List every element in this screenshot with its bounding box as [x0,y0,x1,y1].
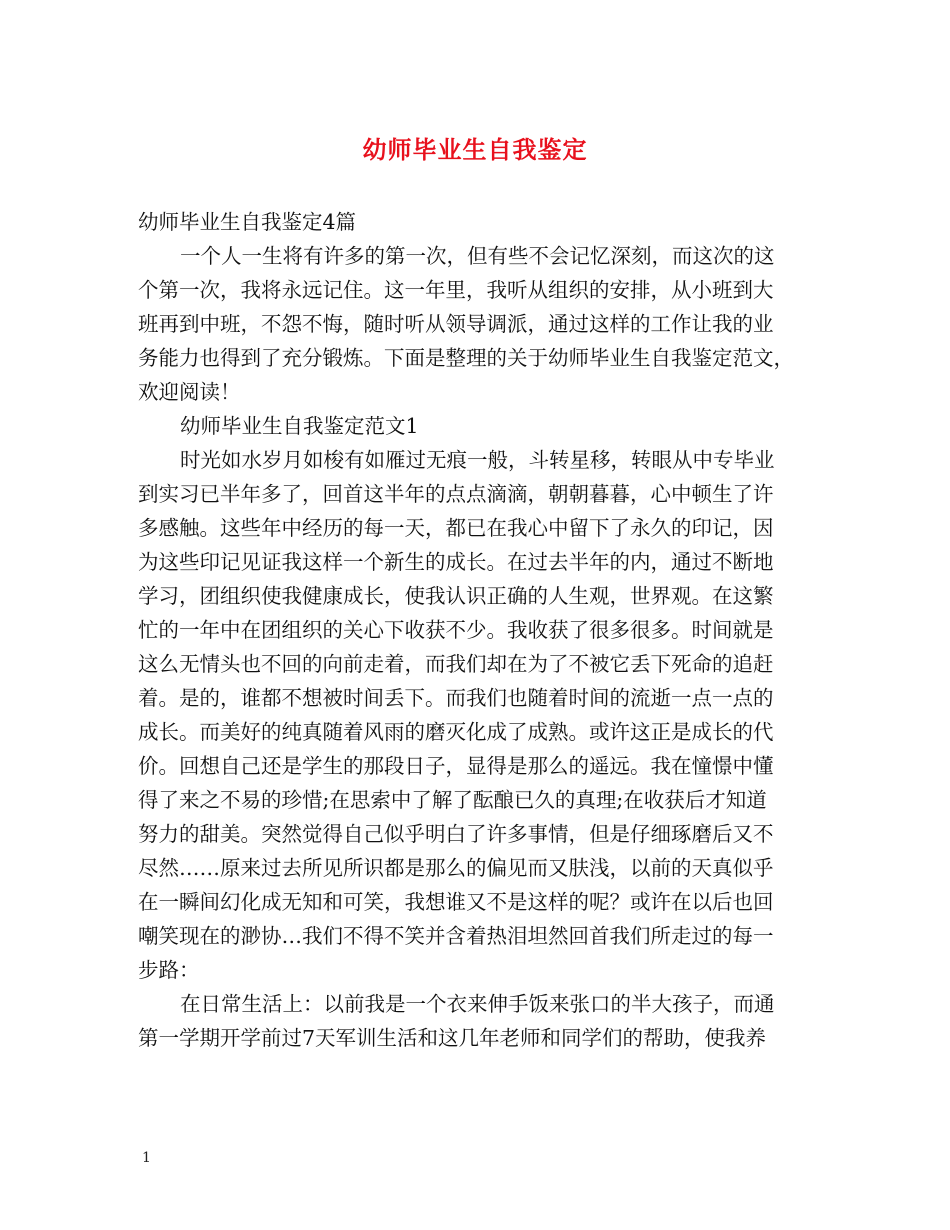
text-line: 努力的甜美。突然觉得自己似乎明白了许多事情，但是仔细琢磨后又不 [138,822,774,846]
text-line: 为这些印记见证我这样一个新生的成长。在过去半年的内，通过不断地 [138,550,774,574]
document-body [138,205,814,1055]
text-line: 欢迎阅读！ [138,380,241,404]
text-line: 在一瞬间幻化成无知和可笑，我想谁又不是这样的呢？或许在以后也回 [138,890,774,914]
text-line: 着。是的，谁都不想被时间丢下。而我们也随着时间的流逝一点一点的 [138,686,774,710]
text-line: 一个人一生将有许多的第一次，但有些不会记忆深刻，而这次的这 [180,244,775,268]
text-line: 得了来之不易的珍惜;在思索中了解了酝酿已久的真理;在收获后才知道 [138,788,767,812]
text-line: 在日常生活上：以前我是一个衣来伸手饭来张口的半大孩子，而通 [180,992,775,1016]
text-line: 步路： [138,958,200,982]
text-line: 嘲笑现在的渺协…我们不得不笑并含着热泪坦然回首我们所走过的每一 [138,924,774,948]
text-line: 时光如水岁月如梭有如雁过无痕一般，斗转星移，转眼从中专毕业 [180,448,775,472]
text-line: 这么无情头也不回的向前走着，而我们却在为了不被它丢下死命的追赶 [138,652,774,676]
text-line: 价。回想自己还是学生的那段日子，显得是那么的遥远。我在憧憬中懂 [138,754,774,778]
text-line: 务能力也得到了充分锻炼。下面是整理的关于幼师毕业生自我鉴定范文， [138,346,794,370]
document-title: 幼师毕业生自我鉴定 [362,135,588,164]
text-line: 学习，团组织使我健康成长，使我认识正确的人生观，世界观。在这繁 [138,584,774,608]
page-number: 1 [142,1150,151,1166]
text-line: 尽然……原来过去所见所识都是那么的偏见而又肤浅，以前的天真似乎 [138,856,774,880]
text-line: 忙的一年中在团组织的关心下收获不少。我收获了很多很多。时间就是 [138,618,774,642]
text-line: 班再到中班，不怨不悔，随时听从领导调派，通过这样的工作让我的业 [138,312,774,336]
text-line: 幼师毕业生自我鉴定4篇 [138,210,357,234]
text-line: 多感触。这些年中经历的每一天，都已在我心中留下了永久的印记，因 [138,516,774,540]
text-line: 第一学期开学前过7天军训生活和这几年老师和同学们的帮助，使我养 [138,1026,767,1050]
text-line: 成长。而美好的纯真随着风雨的磨灭化成了成熟。或许这正是成长的代 [138,720,774,744]
text-line: 个第一次，我将永远记住。这一年里，我听从组织的安排，从小班到大 [138,278,774,302]
text-line: 到实习已半年多了，回首这半年的点点滴滴，朝朝暮暮，心中顿生了许 [138,482,774,506]
text-line: 幼师毕业生自我鉴定范文1 [180,414,419,438]
